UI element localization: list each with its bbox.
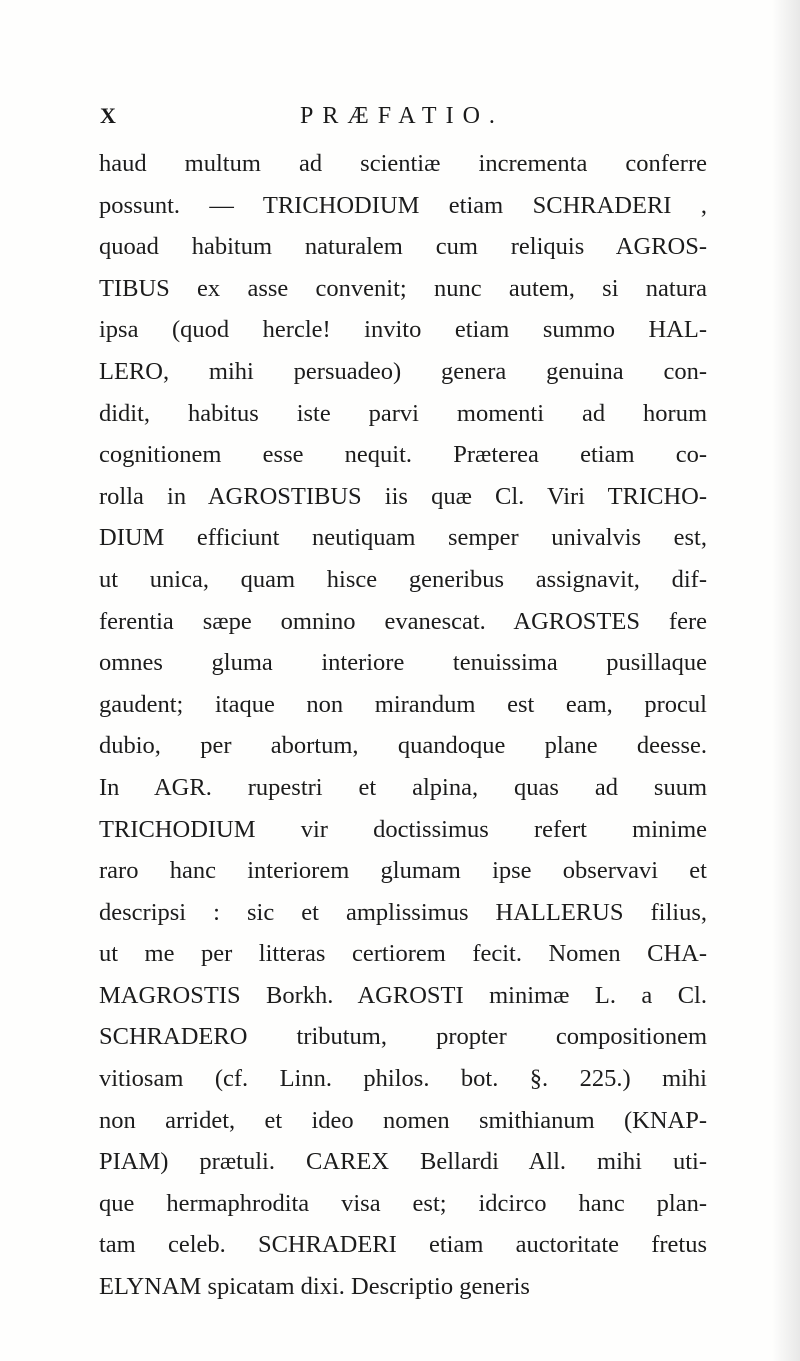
page-header: [100, 96, 690, 136]
text-line: PIAM) prætuli. CAREX Bellardi All. mihi uti-: [99, 1148, 707, 1176]
text-line: SCHRADERO tributum, propter compositionem: [99, 1023, 707, 1051]
text-line: LERO, mihi persuadeo) genera genuina con-: [99, 357, 707, 385]
text-line: TRICHODIUM vir doctissimus refert minime: [99, 815, 707, 843]
text-line: non arridet, et ideo nomen smithianum (KNAP-: [99, 1106, 707, 1134]
text-line: tam celeb. SCHRADERI etiam auctoritate fretus: [99, 1231, 707, 1259]
text-line: ipsa (quod hercle! invito etiam summo HAL-: [99, 316, 707, 344]
text-line: raro hanc interiorem glumam ipse observavi et: [99, 857, 707, 885]
text-line: ferentia sæpe omnino evanescat. AGROSTES fere: [99, 607, 707, 635]
text-line: vitiosam (cf. Linn. philos. bot. §. 225.) mihi: [99, 1065, 707, 1093]
text-line: DIUM efficiunt neutiquam semper univalvis est,: [99, 524, 707, 552]
page-number: X: [100, 103, 116, 128]
text-line: que hermaphrodita visa est; idcirco hanc plan-: [99, 1189, 707, 1217]
text-line: MAGROSTIS Borkh. AGROSTI minimæ L. a Cl.: [99, 981, 707, 1009]
text-line: rolla in AGROSTIBUS iis quæ Cl. Viri TRICHO-: [99, 482, 707, 510]
text-line: descripsi : sic et amplissimus HALLERUS filius,: [99, 898, 707, 926]
text-line: didit, habitus iste parvi momenti ad horum: [99, 399, 707, 427]
text-line: omnes gluma interiore tenuissima pusillaque: [99, 649, 707, 677]
page-edge-shadow: [772, 0, 800, 1361]
text-line: haud multum ad scientiæ incrementa conferre: [99, 150, 707, 177]
text-line: ut me per litteras certiorem fecit. Nomen CHA-: [99, 940, 707, 968]
running-title: PRÆFATIO.: [300, 103, 504, 129]
text-line: ut unica, quam hisce generibus assignavit, dif-: [99, 565, 707, 593]
text-line: dubio, per abortum, quandoque plane deesse.: [99, 732, 707, 760]
text-line: In AGR. rupestri et alpina, quas ad suum: [99, 773, 707, 801]
text-line: quoad habitum naturalem cum reliquis AGROS-: [99, 233, 707, 261]
text-line: ELYNAM spicatam dixi. Descriptio generis: [99, 1273, 530, 1301]
text-line: gaudent; itaque non mirandum est eam, procul: [99, 690, 707, 718]
text-line: cognitionem esse nequit. Præterea etiam co-: [99, 441, 707, 469]
text-line: TIBUS ex asse convenit; nunc autem, si natura: [99, 274, 707, 302]
body-text: [99, 143, 707, 1308]
text-line: possunt. — TRICHODIUM etiam SCHRADERI ,: [99, 191, 707, 219]
